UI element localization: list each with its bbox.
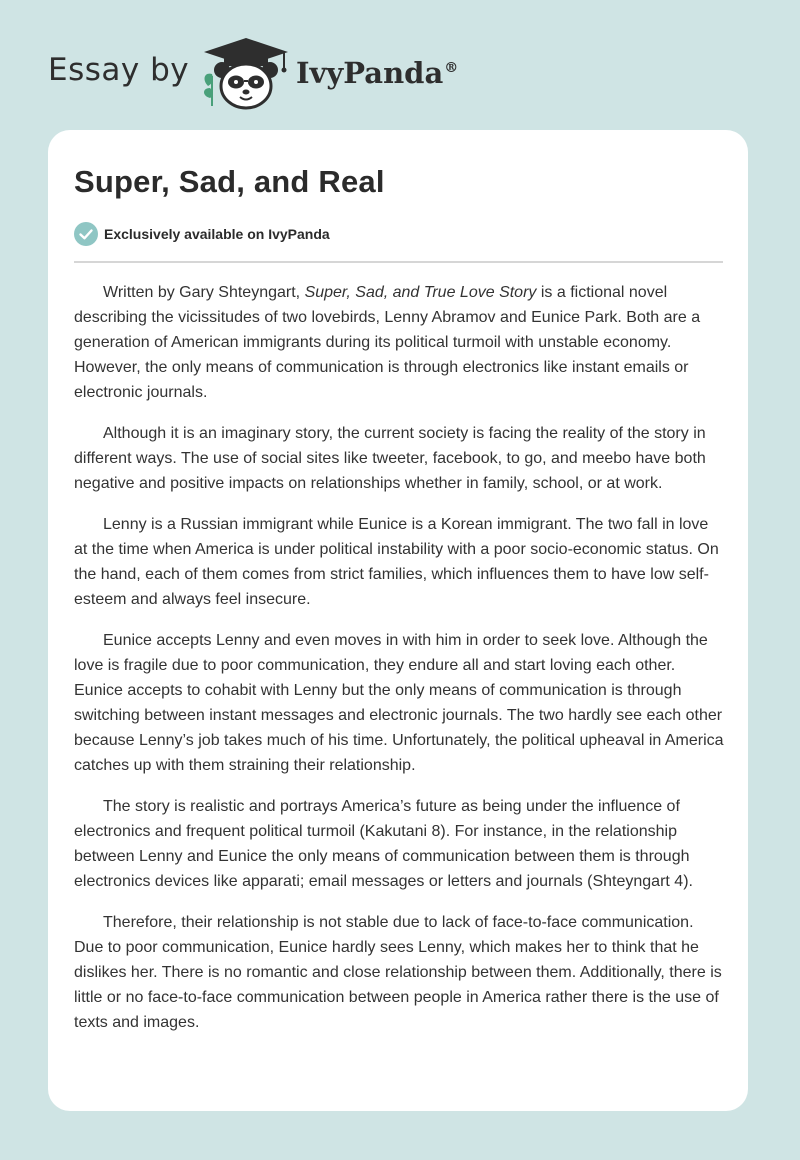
brand-name[interactable]: IvyPanda® — [296, 56, 459, 90]
title-divider — [74, 261, 723, 263]
book-title: Super, Sad, and True Love Story — [304, 284, 537, 301]
paragraph-2: Although it is an imaginary story, the current society is facing the reality of the story in different ways. The use of social sites like tweeter, facebook, to go, and meebo have both negative and positive impacts on relationships whether in family, school, or at work. — [74, 425, 706, 492]
paragraph-3: Lenny is a Russian immigrant while Eunice is a Korean immigrant. The two fall in love at the time when America is under political instability with a poor socio-economic status. On the hand, each of them comes from strict families, which influences them to have low self-esteem and always feel insecure. — [74, 516, 719, 608]
essay-title: Super, Sad, and Real — [74, 164, 385, 199]
panda-graduate-icon[interactable] — [200, 36, 292, 110]
exclusive-badge — [74, 222, 330, 246]
paragraph-4: Eunice accepts Lenny and even moves in with him in order to seek love. Although the love is fragile due to poor communication, they endure all and start loving each other. Eunice accepts to cohabit with Lenny but the only means of communication is through switching between instant messages and electronic journals. The two hardly see each other because Lenny’s job takes much of his time. Unfortunately, the political upheaval in America catches up with them straining their relationship. — [74, 632, 724, 774]
essay-card — [48, 130, 748, 1111]
brand-prefix: Essay by — [48, 52, 190, 88]
exclusive-badge-text: Exclusively available on IvyPanda — [104, 226, 330, 242]
paragraph-1: Written by Gary Shteyngart, Super, Sad, and True Love Story is a fictional novel describing the vicissitudes of two lovebirds, Lenny Abramov and Eunice Park. Both are a generation of American immigrants during its political turmoil with unstable economy. However, the only means of communication is through electronics like instant emails or electronic journals. — [74, 284, 701, 401]
essay-body — [74, 280, 726, 1051]
paragraph-5: The story is realistic and portrays America’s future as being under the influence of electronics and frequent political turmoil (Kakutani 8). For instance, in the relationship between Lenny and Eunice the only means of communication between them is through electronics devices like apparati; email messages or letters and journals (Shteyngart 4). — [74, 798, 693, 890]
site-header — [0, 0, 800, 130]
check-circle-icon — [74, 222, 98, 246]
paragraph-6: Therefore, their relationship is not stable due to lack of face-to-face communication. Due to poor communication, Eunice hardly sees Lenny, which makes her to think that he dislikes her. There is no romantic and close relationship between them. Additionally, there is little or no face-to-face communication between people in America rather there is the use of texts and images. — [74, 914, 722, 1031]
